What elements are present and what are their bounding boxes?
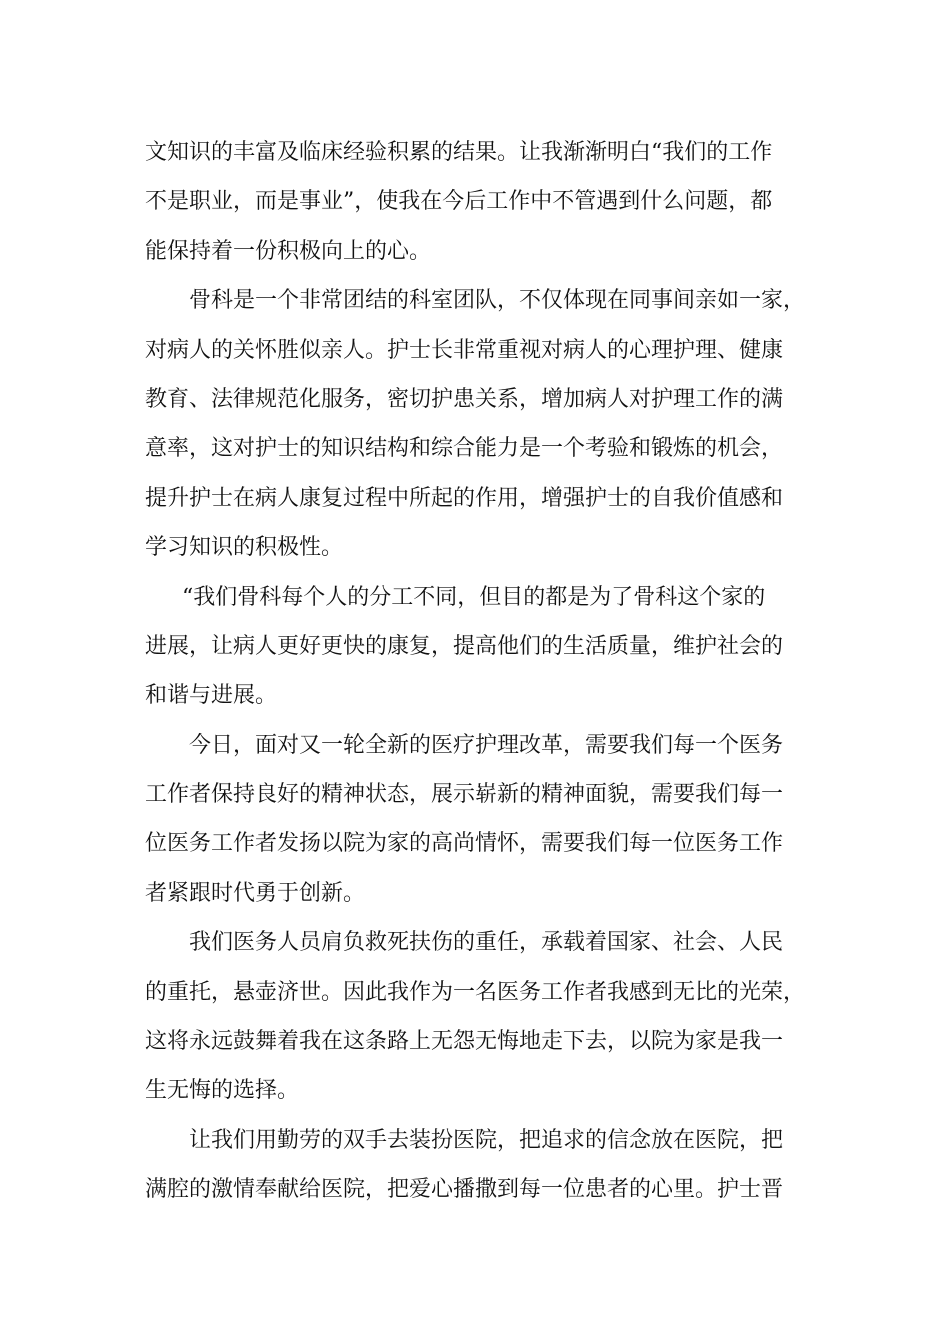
- paragraph-start-line: 今日，面对又一轮全新的医疗护理改革，需要我们每一个医务: [189, 732, 784, 758]
- text-line: 的重托，悬壶济世。因此我作为一名医务工作者我感到无比的光荣，: [145, 979, 806, 1005]
- paragraph-start-line: 骨科是一个非常团结的科室团队，不仅体现在同事间亲如一家，: [189, 288, 806, 314]
- text-line: 者紧跟时代勇于创新。: [145, 880, 366, 906]
- paragraph-start-line: 让我们用勤劳的双手去装扮医院，把追求的信念放在医院，把: [189, 1127, 784, 1153]
- paragraph-start-line: 我们医务人员肩负救死扶伤的重任，承载着国家、社会、人民: [189, 930, 784, 956]
- text-line: 对病人的关怀胜似亲人。护士长非常重视对病人的心理护理、健康: [145, 337, 784, 363]
- text-line: 这将永远鼓舞着我在这条路上无怨无悔地走下去，以院为家是我一: [145, 1029, 784, 1055]
- text-line: 工作者保持良好的精神状态，展示崭新的精神面貌，需要我们每一: [145, 782, 784, 808]
- text-line: 不是职业，而是事业”，使我在今后工作中不管遇到什么问题，都: [145, 189, 773, 215]
- text-line: 学习知识的积极性。: [145, 535, 344, 561]
- paragraph-start-line: “我们骨科每个人的分工不同，但目的都是为了骨科这个家的: [182, 584, 766, 610]
- text-line: 满腔的激情奉献给医院，把爱心播撒到每一位患者的心里。护士晋: [145, 1177, 784, 1203]
- text-line: 和谐与进展。: [145, 683, 278, 709]
- text-line: 能保持着一份积极向上的心。: [145, 238, 432, 264]
- document-body: [145, 128, 815, 1215]
- text-line: 提升护士在病人康复过程中所起的作用，增强护士的自我价值感和: [145, 485, 784, 511]
- text-line: 生无悔的选择。: [145, 1078, 300, 1104]
- text-line: 位医务工作者发扬以院为家的高尚情怀，需要我们每一位医务工作: [145, 831, 784, 857]
- text-line: 文知识的丰富及临床经验积累的结果。让我渐渐明白“我们的工作: [145, 140, 773, 165]
- text-line: 进展，让病人更好更快的康复，提高他们的生活质量，维护社会的: [145, 633, 784, 659]
- text-line: 教育、法律规范化服务，密切护患关系，增加病人对护理工作的满: [145, 386, 784, 412]
- text-line: 意率，这对护士的知识结构和综合能力是一个考验和锻炼的机会，: [145, 436, 784, 462]
